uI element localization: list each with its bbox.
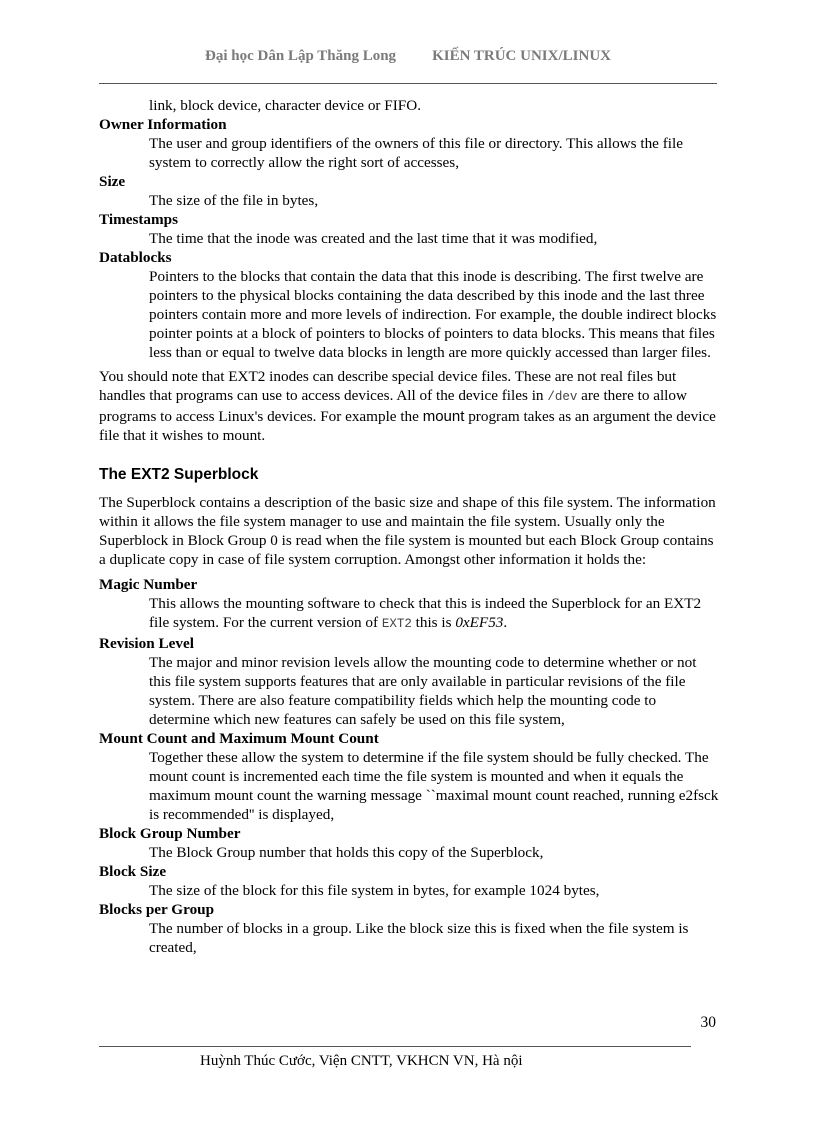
term-magic-number: Magic Number [99,576,198,593]
magic-text-2: this is [411,614,456,631]
device-files-paragraph [99,367,719,445]
term-mount-count: Mount Count and Maximum Mount Count [99,730,379,747]
device-files-text-1: You should note that EXT2 inodes can describe special device files. These are not real files but handles that programs can use to access devices. All of the device files in [99,368,677,404]
desc-revision-level: The major and minor revision levels allow the mounting code to determine whether or not this file system supports features that are only available in particular revisions of the file system. There are also feature compatibility fields which help the mounting code to determine which new features can safely be used on this file system, [149,654,697,728]
desc-magic-number [99,594,719,634]
desc-datablocks: Pointers to the blocks that contain the data that this inode is describing. The first twelve are pointers to the physical blocks containing the data described by this inode and the last three pointers contain more and more levels of indirection. For example, the double indirect blocks pointer points at a block of pointers to blocks of pointers to data blocks. This means that files less than or equal to twelve data blocks in length are more quickly accessed than larger files. [149,268,717,361]
magic-text-1: This allows the mounting software to check that this is indeed the Superblock for an EXT2 file system. For the current version of [149,595,702,631]
desc-owner-information: The user and group identifiers of the owners of this file or directory. This allows the file system to correctly allow the right sort of accesses, [149,135,683,171]
magic-value: 0xEF53 [455,614,504,631]
inode-mode-continuation: link, block device, character device or FIFO. [149,97,422,114]
page-number: 30 [700,1014,716,1031]
mount-program-name: mount [422,408,465,425]
term-block-group-number: Block Group Number [99,825,241,842]
term-owner-information: Owner Information [99,116,227,133]
device-files-text-3: program takes as an argument the device file that it wishes to mount. [99,408,716,444]
desc-size: The size of the file in bytes, [149,192,319,209]
desc-mount-count: Together these allow the system to determine if the file system should be fully checked. The mount count is incremented each time the file system is mounted and when it equals the maximum mount count the warning message ``maximal mount count reached, running e2fsck is recommended'' is displayed, [149,749,719,823]
page-footer: Huỳnh Thúc Cước, Viện CNTT, VKHCN VN, Hà nội [200,1053,523,1069]
device-files-text-2: are there to allow programs to access Linux's devices. For example the [99,387,687,425]
section-heading: The EXT2 Superblock [99,466,259,483]
header-course-title: KIẾN TRÚC UNIX/LINUX [432,48,611,64]
term-timestamps: Timestamps [99,211,179,228]
desc-block-group-number: The Block Group number that holds this copy of the Superblock, [149,844,544,861]
footer-rule [99,1046,691,1047]
desc-block-size: The size of the block for this file system in bytes, for example 1024 bytes, [149,882,600,899]
dev-path-code: /dev [547,390,578,404]
ext2-code: EXT2 [381,617,412,631]
term-size: Size [99,173,126,190]
page-body [99,96,719,957]
magic-text-3: . [503,614,508,631]
term-datablocks: Datablocks [99,249,172,266]
superblock-intro-paragraph: The Superblock contains a description of the basic size and shape of this file system. The information within it allows the file system manager to use and maintain the file system. Usually only the Superblock in Block Group 0 is read when the file system is mounted but each Block Group contains a duplicate copy in case of file system corruption. Amongst other information it holds the: [99,494,716,568]
header-university: Đại học Dân Lập Thăng Long [205,48,397,64]
term-block-size: Block Size [99,863,167,880]
page-header [0,48,816,65]
header-rule [99,83,717,84]
term-blocks-per-group: Blocks per Group [99,901,215,918]
desc-timestamps: The time that the inode was created and the last time that it was modified, [149,230,598,247]
term-revision-level: Revision Level [99,635,194,652]
desc-blocks-per-group: The number of blocks in a group. Like the block size this is fixed when the file system is created, [149,920,689,956]
